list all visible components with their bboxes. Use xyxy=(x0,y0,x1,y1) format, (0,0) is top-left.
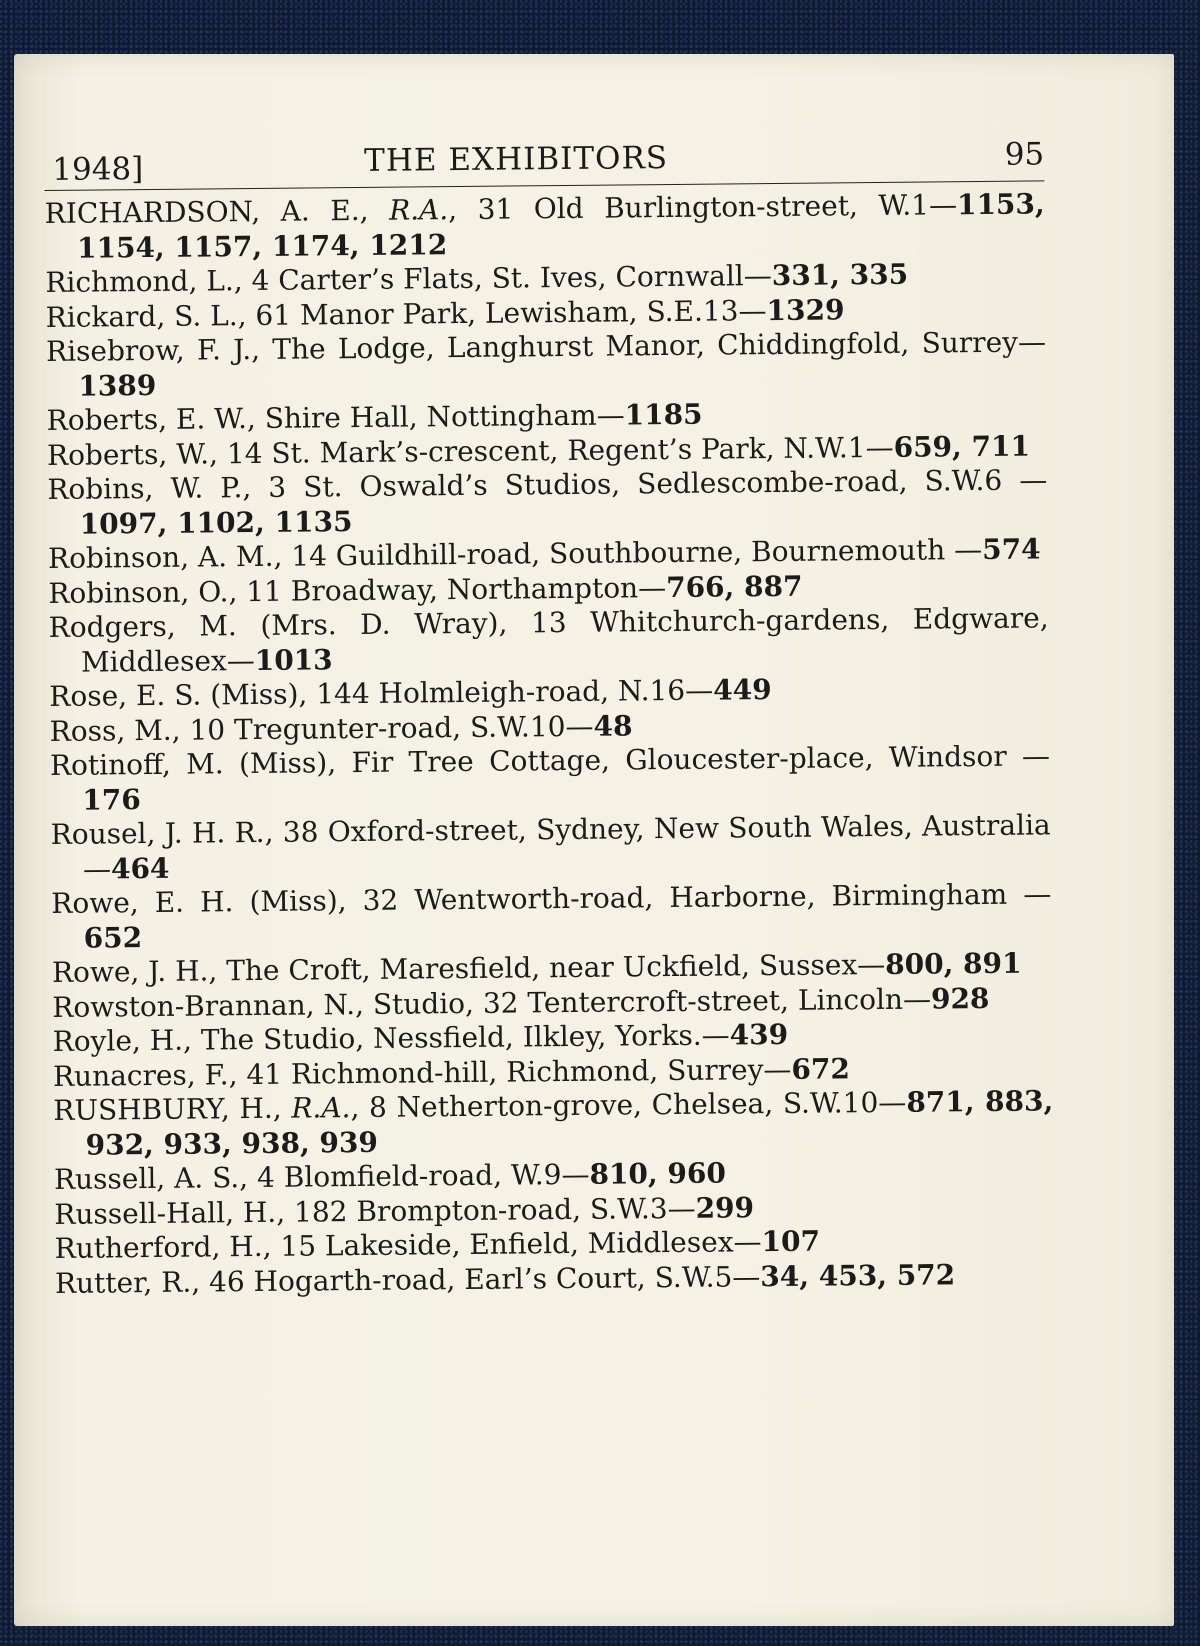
exhibitor-name: Roberts, W., xyxy=(46,436,219,472)
exhibitor-address: The Studio, Nessfield, Ilkley, Yorks.— xyxy=(191,1018,730,1057)
exhibitor-name: Rutter, R., xyxy=(54,1265,201,1300)
exhibitor-address: 11 Broadway, Northampton— xyxy=(237,570,667,608)
exhibitor-entry xyxy=(50,739,1051,818)
exhibitor-address: The Croft, Maresfield, near Uckfield, Sussex— xyxy=(217,947,886,988)
catalogue-numbers: 1097, 1102, 1135 xyxy=(79,504,353,541)
exhibitor-name: Rowe, J. H., xyxy=(51,954,218,989)
exhibitor-address: 3 St. Oswald’s Studios, Sedlescombe-road, S.W.6 — xyxy=(251,463,1048,505)
catalogue-numbers: 1185 xyxy=(624,397,703,432)
exhibitor-name: Robins, W. P., xyxy=(47,471,252,506)
catalogue-numbers: 48 xyxy=(593,708,633,743)
exhibitor-name: Rousel, J. H. R., xyxy=(50,815,274,851)
catalogue-numbers: 928 xyxy=(930,981,990,1016)
catalogue-numbers: 1013 xyxy=(254,642,333,677)
running-head xyxy=(44,130,1044,186)
catalogue-numbers: 299 xyxy=(695,1190,755,1225)
exhibitor-address: 182 Brompton-road, S.W.3— xyxy=(284,1191,696,1229)
exhibitor-address: 41 Richmond-hill, Richmond, Surrey— xyxy=(237,1052,792,1091)
exhibitor-name: Rutherford, H., xyxy=(54,1229,272,1265)
catalogue-numbers: 1153, 1154, 1157, 1174, 1212 xyxy=(76,187,1045,265)
exhibitor-name: RUSHBURY, H., xyxy=(53,1091,282,1127)
exhibitor-entry xyxy=(45,187,1046,266)
catalogue-numbers: 331, 335 xyxy=(771,257,909,293)
catalogue-numbers: 800, 891 xyxy=(884,946,1022,981)
exhibitor-name: Rickard, S. L., xyxy=(45,298,247,334)
exhibitor-entry xyxy=(49,601,1050,680)
exhibitor-name: Robinson, A. M., xyxy=(47,539,283,575)
exhibitor-name: Risebrow, F. J., xyxy=(45,332,261,368)
exhibitor-address: 4 Blomfield-road, W.9— xyxy=(247,1157,590,1195)
catalogue-numbers: 34, 453, 572 xyxy=(760,1257,956,1293)
exhibitor-name: Roberts, E. W., xyxy=(46,401,257,437)
catalogue-numbers: 464 xyxy=(110,851,170,885)
exhibitor-name: Rodgers, M. (Mrs. D. Wray), xyxy=(48,606,508,644)
catalogue-numbers: 810, 960 xyxy=(589,1156,727,1191)
exhibitor-address: Shire Hall, Nottingham— xyxy=(255,398,625,435)
catalogue-numbers: 574 xyxy=(981,532,1041,567)
exhibitor-name: Rowe, E. H. (Miss), xyxy=(51,884,347,920)
exhibitor-entry xyxy=(51,877,1052,956)
exhibitor-name: Runacres, F., xyxy=(52,1057,238,1093)
ra-designation: R.A. xyxy=(291,1091,351,1125)
exhibitor-entry xyxy=(51,808,1052,887)
exhibitor-name: Rotinoff, M. (Miss), xyxy=(49,746,337,782)
exhibitor-address: 61 Manor Park, Lewisham, S.E.13— xyxy=(246,293,767,332)
exhibitor-name: Russell, A. S., xyxy=(53,1161,249,1196)
exhibitor-entry xyxy=(53,1084,1054,1163)
exhibitor-address: The Lodge, Langhurst Manor, Chiddingfold, Surrey— xyxy=(259,325,1047,366)
catalogue-numbers: 107 xyxy=(761,1224,821,1259)
catalogue-numbers: 652 xyxy=(83,920,143,955)
catalogue-numbers: 766, 887 xyxy=(665,569,803,604)
exhibitor-address: Fir Tree Cottage, Gloucester-place, Windsor — xyxy=(336,739,1051,780)
year-label: 1948] xyxy=(52,151,144,188)
catalogue-numbers: 449 xyxy=(712,673,772,707)
page-number: 95 xyxy=(1004,136,1045,173)
exhibitor-address: 38 Oxford-street, Sydney, New South Wales, Australia— xyxy=(82,808,1051,886)
exhibitor-address: Studio, 32 Tentercroft-street, Lincoln— xyxy=(363,982,932,1021)
exhibitor-address: , 31 Old Burlington-street, W.1— xyxy=(448,188,958,227)
exhibitor-name: Ross, M., xyxy=(49,713,181,748)
page-content xyxy=(44,130,1055,1301)
catalogue-numbers: 439 xyxy=(729,1017,789,1052)
exhibitor-address: 144 Holmleigh-road, N.16— xyxy=(307,673,714,711)
exhibitor-name: Russell-Hall, H., xyxy=(54,1195,286,1231)
exhibitor-name: Royle, H., xyxy=(52,1023,193,1058)
exhibitor-name: Rose, E. S. (Miss), xyxy=(49,677,308,713)
exhibitor-entry xyxy=(46,325,1047,404)
exhibitor-address: 32 Wentworth-road, Harborne, Birmingham — xyxy=(346,877,1052,918)
exhibitor-address: 4 Carter’s Flats, St. Ives, Cornwall— xyxy=(242,259,772,298)
exhibitor-address: 10 Tregunter-road, S.W.10— xyxy=(180,709,594,747)
ra-designation: R.A. xyxy=(388,193,449,227)
exhibitor-name: Richmond, L., xyxy=(45,264,243,299)
exhibitor-address: 15 Lakeside, Enfield, Middlesex— xyxy=(271,1225,762,1263)
exhibitor-name: RICHARDSON, A. E., xyxy=(44,193,369,230)
catalogue-numbers: 672 xyxy=(791,1051,851,1086)
exhibitor-address: 13 Whitchurch-gardens, Edgware, Middlesex— xyxy=(80,601,1049,679)
exhibitor-address: 14 Guildhill-road, Southbourne, Bournemouth — xyxy=(282,533,983,573)
catalogue-numbers: 871, 883, 932, 933, 938, 939 xyxy=(85,1084,1054,1162)
catalogue-numbers: 1329 xyxy=(766,292,845,327)
exhibitor-name: Rowston-Brannan, N., xyxy=(52,987,365,1024)
exhibitor-list xyxy=(45,187,1056,1301)
exhibitor-entry xyxy=(47,463,1048,542)
catalogue-numbers: 1389 xyxy=(78,368,157,403)
exhibitor-address: 46 Hogarth-road, Earl’s Court, S.W.5— xyxy=(199,1259,761,1299)
exhibitor-address: , 8 Netherton-grove, Chelsea, S.W.10— xyxy=(350,1085,907,1125)
catalogue-numbers: 659, 711 xyxy=(893,429,1031,464)
exhibitor-name: Robinson, O., xyxy=(48,574,238,610)
catalogue-numbers: 176 xyxy=(82,782,141,817)
book-page xyxy=(14,54,1174,1626)
exhibitor-address: 14 St. Mark’s-crescent, Regent’s Park, N.W.1— xyxy=(217,430,894,470)
page-title: THE EXHIBITORS xyxy=(364,140,669,179)
